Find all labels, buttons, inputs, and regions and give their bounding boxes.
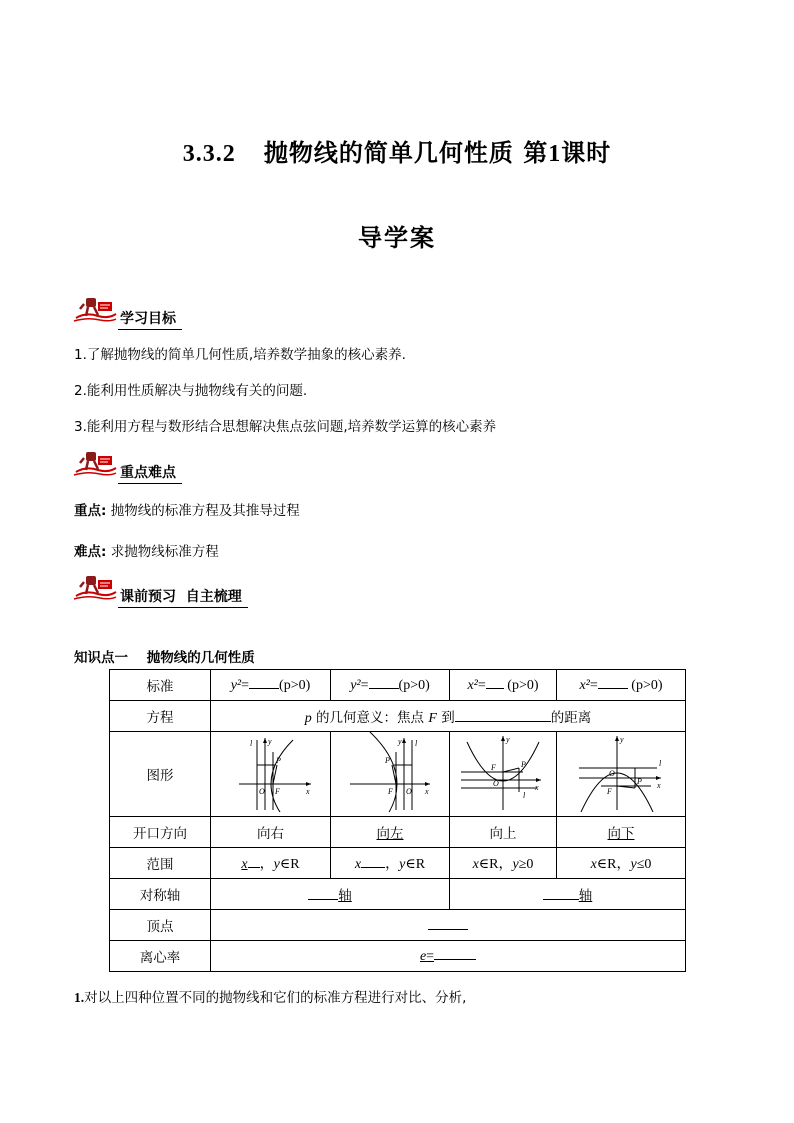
graph-opening-left — [340, 732, 440, 812]
svg-text:y: y — [398, 737, 402, 746]
knowledge-point-title: 知识点一 抛物线的几何性质 — [74, 650, 255, 666]
table-row — [110, 910, 686, 941]
p-meaning-cell: p 的几何意义：焦点 F 到 的距离 — [211, 701, 686, 732]
row-label: 标准 — [110, 670, 211, 701]
section-goals-label: 学习目标 — [118, 308, 182, 330]
title-lesson-post: 课时 — [561, 139, 612, 167]
row-label: 开口方向 — [110, 817, 211, 848]
graph-cell-left — [331, 732, 450, 817]
title-number: 3.3.2 — [182, 141, 236, 167]
table-row — [110, 670, 686, 701]
focus-text: 抛物线的标准方程及其推导过程 — [110, 503, 300, 519]
svg-text:x: x — [657, 781, 661, 790]
svg-text:l: l — [415, 739, 418, 748]
section-key-label: 重点难点 — [118, 462, 182, 484]
graph-cell-down — [557, 732, 686, 817]
section-preview-label: 课前预习 自主梳理 — [118, 586, 248, 608]
graph-opening-right — [221, 732, 321, 812]
eccentricity-cell: e= — [211, 941, 686, 972]
svg-text:y: y — [506, 735, 510, 744]
row-label: 图形 — [110, 732, 211, 817]
table-row — [110, 941, 686, 972]
graph-opening-up — [453, 732, 553, 812]
table-row — [110, 701, 686, 732]
equation-cell-2: y²= (p>0) — [331, 670, 450, 701]
difficulty-line — [74, 540, 219, 560]
svg-text:O: O — [406, 787, 412, 796]
row-label: 方程 — [110, 701, 211, 732]
parabola-properties-table — [109, 669, 686, 972]
equation-cell-3: x²= (p>0) — [450, 670, 557, 701]
focus-label: 重点: — [74, 503, 107, 519]
range-cell-4: x∈R，y≤0 — [557, 848, 686, 879]
svg-text:P: P — [275, 756, 281, 765]
focus-line — [74, 499, 300, 519]
svg-text:l: l — [523, 791, 526, 800]
section-badge-icon — [72, 294, 118, 326]
axis-cell-1: 轴 — [211, 879, 450, 910]
opening-cell-4: 向下 — [557, 817, 686, 848]
bottom-question-text: 对以上四种位置不同的抛物线和它们的标准方程进行对比、分析, — [84, 990, 467, 1006]
svg-text:F: F — [274, 787, 280, 796]
svg-text:x: x — [425, 787, 429, 796]
graph-cell-right — [211, 732, 331, 817]
graph-cell-up — [450, 732, 557, 817]
table-row — [110, 732, 686, 817]
goal-item-1: 1.了解抛物线的简单几何性质,培养数学抽象的核心素养. — [74, 347, 406, 363]
opening-cell-2: 向左 — [331, 817, 450, 848]
svg-text:F: F — [607, 787, 612, 796]
opening-cell-1: 向右 — [211, 817, 331, 848]
svg-text:y: y — [267, 737, 272, 746]
svg-text:y: y — [620, 735, 624, 744]
svg-text:x: x — [535, 783, 539, 792]
title-lesson-num: 1 — [548, 141, 562, 167]
page-title — [0, 133, 794, 168]
row-label: 离心率 — [110, 941, 211, 972]
svg-text:x: x — [305, 787, 310, 796]
difficulty-text: 求抛物线标准方程 — [110, 544, 219, 560]
svg-text:l: l — [249, 739, 252, 748]
svg-text:F: F — [491, 763, 496, 772]
svg-text:P: P — [385, 756, 390, 765]
title-main: 抛物线的简单几何性质 — [263, 139, 514, 167]
vertex-cell — [211, 910, 686, 941]
goal-item-2: 2.能利用性质解决与抛物线有关的问题. — [74, 383, 308, 399]
svg-text:F: F — [388, 787, 393, 796]
graph-opening-down — [571, 732, 671, 812]
range-cell-3: x∈R，y≥0 — [450, 848, 557, 879]
range-cell-1: x ，y∈R — [211, 848, 331, 879]
title-lesson-pre: 第 — [523, 139, 549, 167]
section-badge-icon — [72, 448, 118, 480]
svg-text:l: l — [659, 759, 662, 768]
axis-cell-2: 轴 — [450, 879, 686, 910]
svg-text:O: O — [258, 787, 265, 796]
svg-text:P: P — [521, 760, 526, 769]
range-cell-2: x ，y∈R — [331, 848, 450, 879]
svg-text:P: P — [637, 777, 642, 786]
table-row — [110, 848, 686, 879]
svg-text:O: O — [493, 779, 499, 788]
row-label: 顶点 — [110, 910, 211, 941]
bottom-question-number: 1. — [74, 990, 85, 1005]
svg-text:O: O — [609, 769, 615, 778]
bottom-question — [74, 986, 466, 1006]
difficulty-label: 难点: — [74, 544, 107, 560]
row-label: 范围 — [110, 848, 211, 879]
equation-cell-4: x²= (p>0) — [557, 670, 686, 701]
goal-item-3: 3.能利用方程与数形结合思想解决焦点弦问题,培养数学运算的核心素养 — [74, 419, 497, 435]
table-row — [110, 879, 686, 910]
equation-cell-1: y²= (p>0) — [211, 670, 331, 701]
row-label: 对称轴 — [110, 879, 211, 910]
section-badge-icon — [72, 572, 118, 604]
opening-cell-3: 向上 — [450, 817, 557, 848]
page-subtitle: 导学案 — [358, 224, 436, 252]
table-row — [110, 817, 686, 848]
